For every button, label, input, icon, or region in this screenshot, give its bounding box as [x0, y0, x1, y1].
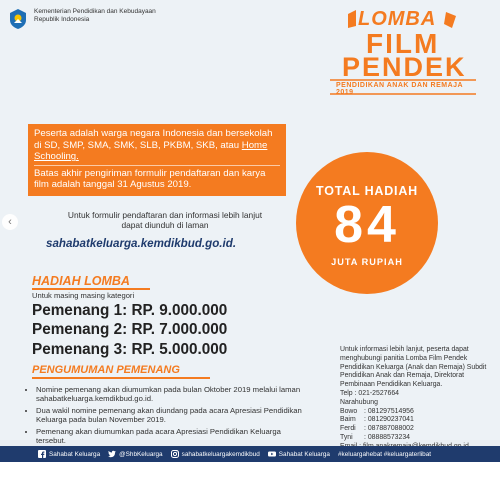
contact-telp: Telp : 021-2527664: [340, 389, 400, 397]
contact-person-phone: : 081290237041: [364, 416, 414, 424]
contact-person: [340, 416, 492, 425]
footer-facebook-label: Sahabat Keluarga: [49, 450, 101, 458]
winner-3-prize: Pemenang 3: RP. 5.000.000: [32, 341, 228, 358]
registration-website-link[interactable]: sahabatkeluarga.kemdikbud.go.id.: [46, 237, 237, 250]
footer-instagram-label: sahabatkeluargakemdikbud: [181, 450, 260, 458]
announcement-item: • Nomine pemenang akan diumumkan pada bulan Oktober 2019 melalui laman sahabatkeluarga.kemdikbud.go.id.: [36, 385, 306, 404]
winner-1-prize: Pemenang 1: RP. 9.000.000: [32, 302, 228, 319]
lomba-film-pendek-title: [328, 6, 478, 98]
contact-person-phone: : 08888573234: [364, 433, 410, 441]
youtube-icon: [268, 450, 276, 458]
contact-intro: Untuk informasi lebih lanjut, peserta dapat menghubungi panitia Lomba Film Pendek Pendidikan Keluarga (Anak dan Remaja) Subdit Pendidikan Anak dan Remaja, Direktorat Pembinaan Pendidikan Keluarga.: [340, 346, 487, 389]
contact-person-phone: : 087887088002: [364, 425, 414, 433]
social-footer: [0, 446, 500, 462]
ministry-logo: [8, 8, 156, 30]
chevron-left-icon: ‹: [8, 216, 12, 228]
home-schooling-highlight: Home Schooling.: [34, 139, 268, 163]
winner-2-prize: Pemenang 2: RP. 7.000.000: [32, 321, 228, 338]
contact-person: [340, 408, 492, 417]
announcement-heading: PENGUMUMAN PEMENANG: [32, 364, 180, 376]
deadline-text: Batas akhir pengiriman formulir pendaftaran dan karya film adalah tanggal 31 Agustus 2019.: [34, 165, 280, 191]
bottom-margin: [0, 462, 500, 497]
contact-narahubung-label: Narahubung: [340, 398, 378, 406]
prizes-heading: HADIAH LOMBA: [32, 274, 130, 288]
eligibility-text: [34, 128, 280, 163]
contact-person-name: Baim: [340, 416, 356, 424]
announcement-item: • Pemenang akan diumumkan pada acara Apresiasi Pendidikan Keluarga tersebut.: [36, 427, 306, 446]
tut-wuri-handayani-emblem-icon: [8, 8, 28, 30]
ministry-name-line2: Republik Indonesia: [34, 16, 90, 23]
contact-person: [340, 425, 492, 434]
ministry-name: [34, 8, 156, 24]
title-lomba: LOMBA: [358, 8, 437, 30]
contact-person-name: Bowo: [340, 407, 358, 415]
total-prize-label: TOTAL HADIAH: [316, 184, 418, 198]
title-pendek: PENDEK: [342, 52, 467, 82]
total-prize-badge: [296, 152, 438, 294]
footer-hashtags: [338, 451, 431, 458]
contact-person-name: Ferdi: [340, 425, 356, 433]
footer-hashtags-label: #keluargahebat #keluargaterlibat: [337, 450, 432, 458]
instagram-icon: [171, 450, 179, 458]
title-subtitle: PENDIDIKAN ANAK DAN REMAJA 2019: [336, 82, 463, 96]
title-film: FILM: [366, 28, 440, 59]
prizes-heading-underline: [32, 288, 150, 290]
ministry-name-line1: Kementerian Pendidikan dan Kebudayaan: [34, 8, 156, 15]
contact-info: [340, 346, 492, 452]
contact-person-phone: : 081297514956: [364, 407, 414, 415]
footer-instagram[interactable]: [171, 450, 260, 458]
form-info-text: Untuk formulir pendaftaran dan informasi lebih lanjut dapat diunduh di laman: [67, 210, 263, 230]
footer-twitter[interactable]: [108, 450, 162, 458]
facebook-icon: [38, 450, 46, 458]
carousel-prev-button[interactable]: [2, 214, 18, 230]
prizes-subtitle: Untuk masing masing kategori: [32, 291, 135, 300]
footer-facebook[interactable]: [38, 450, 100, 458]
contact-person: [340, 434, 492, 443]
footer-twitter-label: @ShbKeluarga: [119, 450, 163, 458]
footer-youtube-label: Sahabat Keluarga: [278, 450, 330, 458]
eligibility-text-main: Peserta adalah warga negara Indonesia dan bersekolah di SD, SMP, SMA, SMK, SLB, PKBM, SKB, atau: [34, 128, 273, 151]
contact-person-name: Tyni: [340, 433, 353, 441]
footer-youtube[interactable]: [268, 450, 330, 458]
announcement-list: [26, 385, 306, 447]
requirements-box: [28, 124, 286, 196]
total-prize-amount: 84: [334, 196, 400, 254]
twitter-icon: [108, 450, 116, 458]
announcement-heading-underline: [32, 377, 210, 379]
total-prize-unit: JUTA RUPIAH: [331, 257, 403, 267]
announcement-item: • Dua wakil nomine pemenang akan diundang pada acara Apresiasi Pendidikan Keluarga pada bulan November 2019.: [36, 406, 306, 425]
